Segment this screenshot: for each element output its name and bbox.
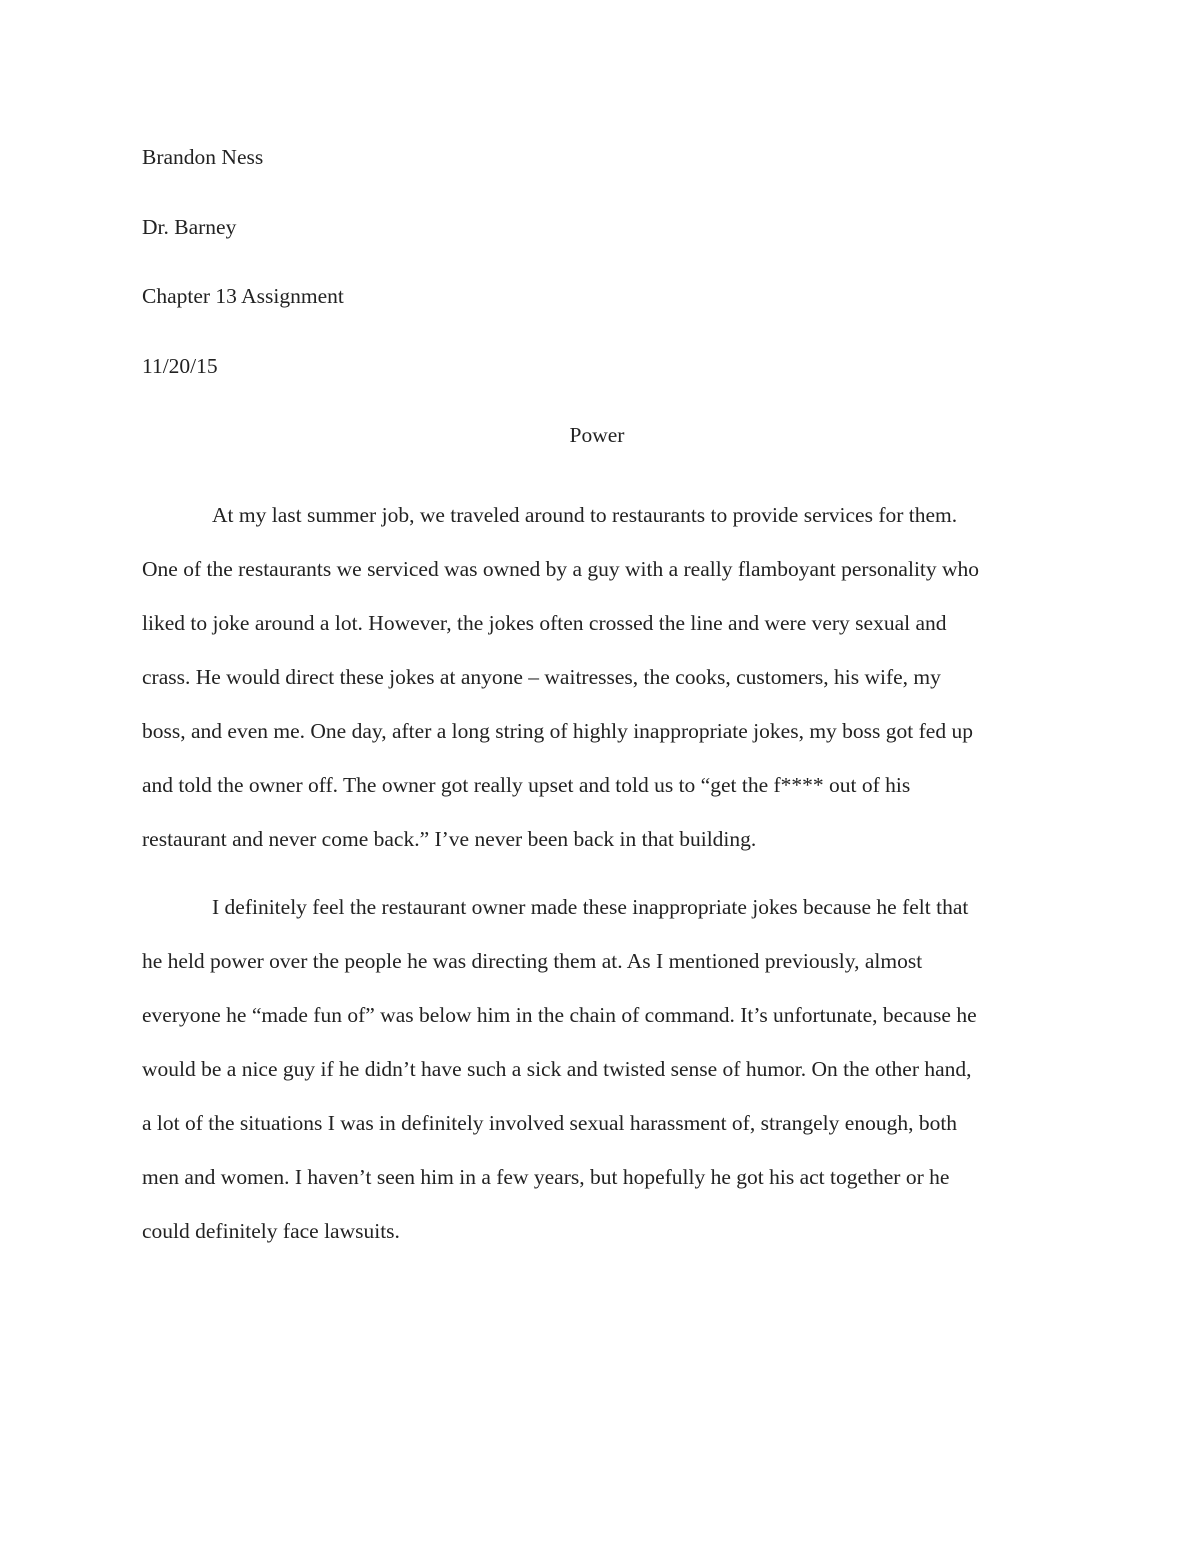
paragraph-line: he held power over the people he was directing them at. As I mentioned previously, almost [142, 949, 923, 973]
paragraph-line: could definitely face lawsuits. [142, 1219, 400, 1243]
paragraph-line: restaurant and never come back.” I’ve never been back in that building. [142, 827, 757, 851]
instructor-name: Dr. Barney [142, 214, 237, 239]
paragraph-line: everyone he “made fun of” was below him in the chain of command. It’s unfortunate, because he [142, 1003, 977, 1027]
paragraph-line: At my last summer job, we traveled around to restaurants to provide services for them. [212, 503, 958, 527]
paragraph-line: a lot of the situations I was in definitely involved sexual harassment of, strangely enough, both [142, 1111, 958, 1135]
assignment-name: Chapter 13 Assignment [142, 284, 344, 308]
paragraph-line: I definitely feel the restaurant owner made these inappropriate jokes because he felt that [212, 895, 969, 919]
document-body [142, 140, 1062, 1272]
paragraph-line: and told the owner off. The owner got really upset and told us to “get the f**** out of his [142, 773, 911, 797]
paragraph-line: men and women. I haven’t seen him in a few years, but hopefully he got his act together or he [142, 1165, 950, 1189]
paragraph-line: boss, and even me. One day, after a long string of highly inappropriate jokes, my boss got fed up [142, 719, 973, 743]
paragraph-line: crass. He would direct these jokes at anyone – waitresses, the cooks, customers, his wife, my [142, 665, 941, 689]
paragraph-line: would be a nice guy if he didn’t have such a sick and twisted sense of humor. On the other hand, [142, 1057, 972, 1081]
paragraph-line: One of the restaurants we serviced was owned by a guy with a really flamboyant personality who [142, 557, 980, 581]
author-name: Brandon Ness [142, 145, 264, 169]
paragraph-line: liked to joke around a lot. However, the jokes often crossed the line and were very sexual and [142, 611, 947, 635]
essay-title: Power [569, 423, 625, 447]
paragraph-1 [142, 488, 1062, 866]
assignment-date: 11/20/15 [142, 353, 218, 378]
paragraph-2 [142, 880, 1062, 1258]
